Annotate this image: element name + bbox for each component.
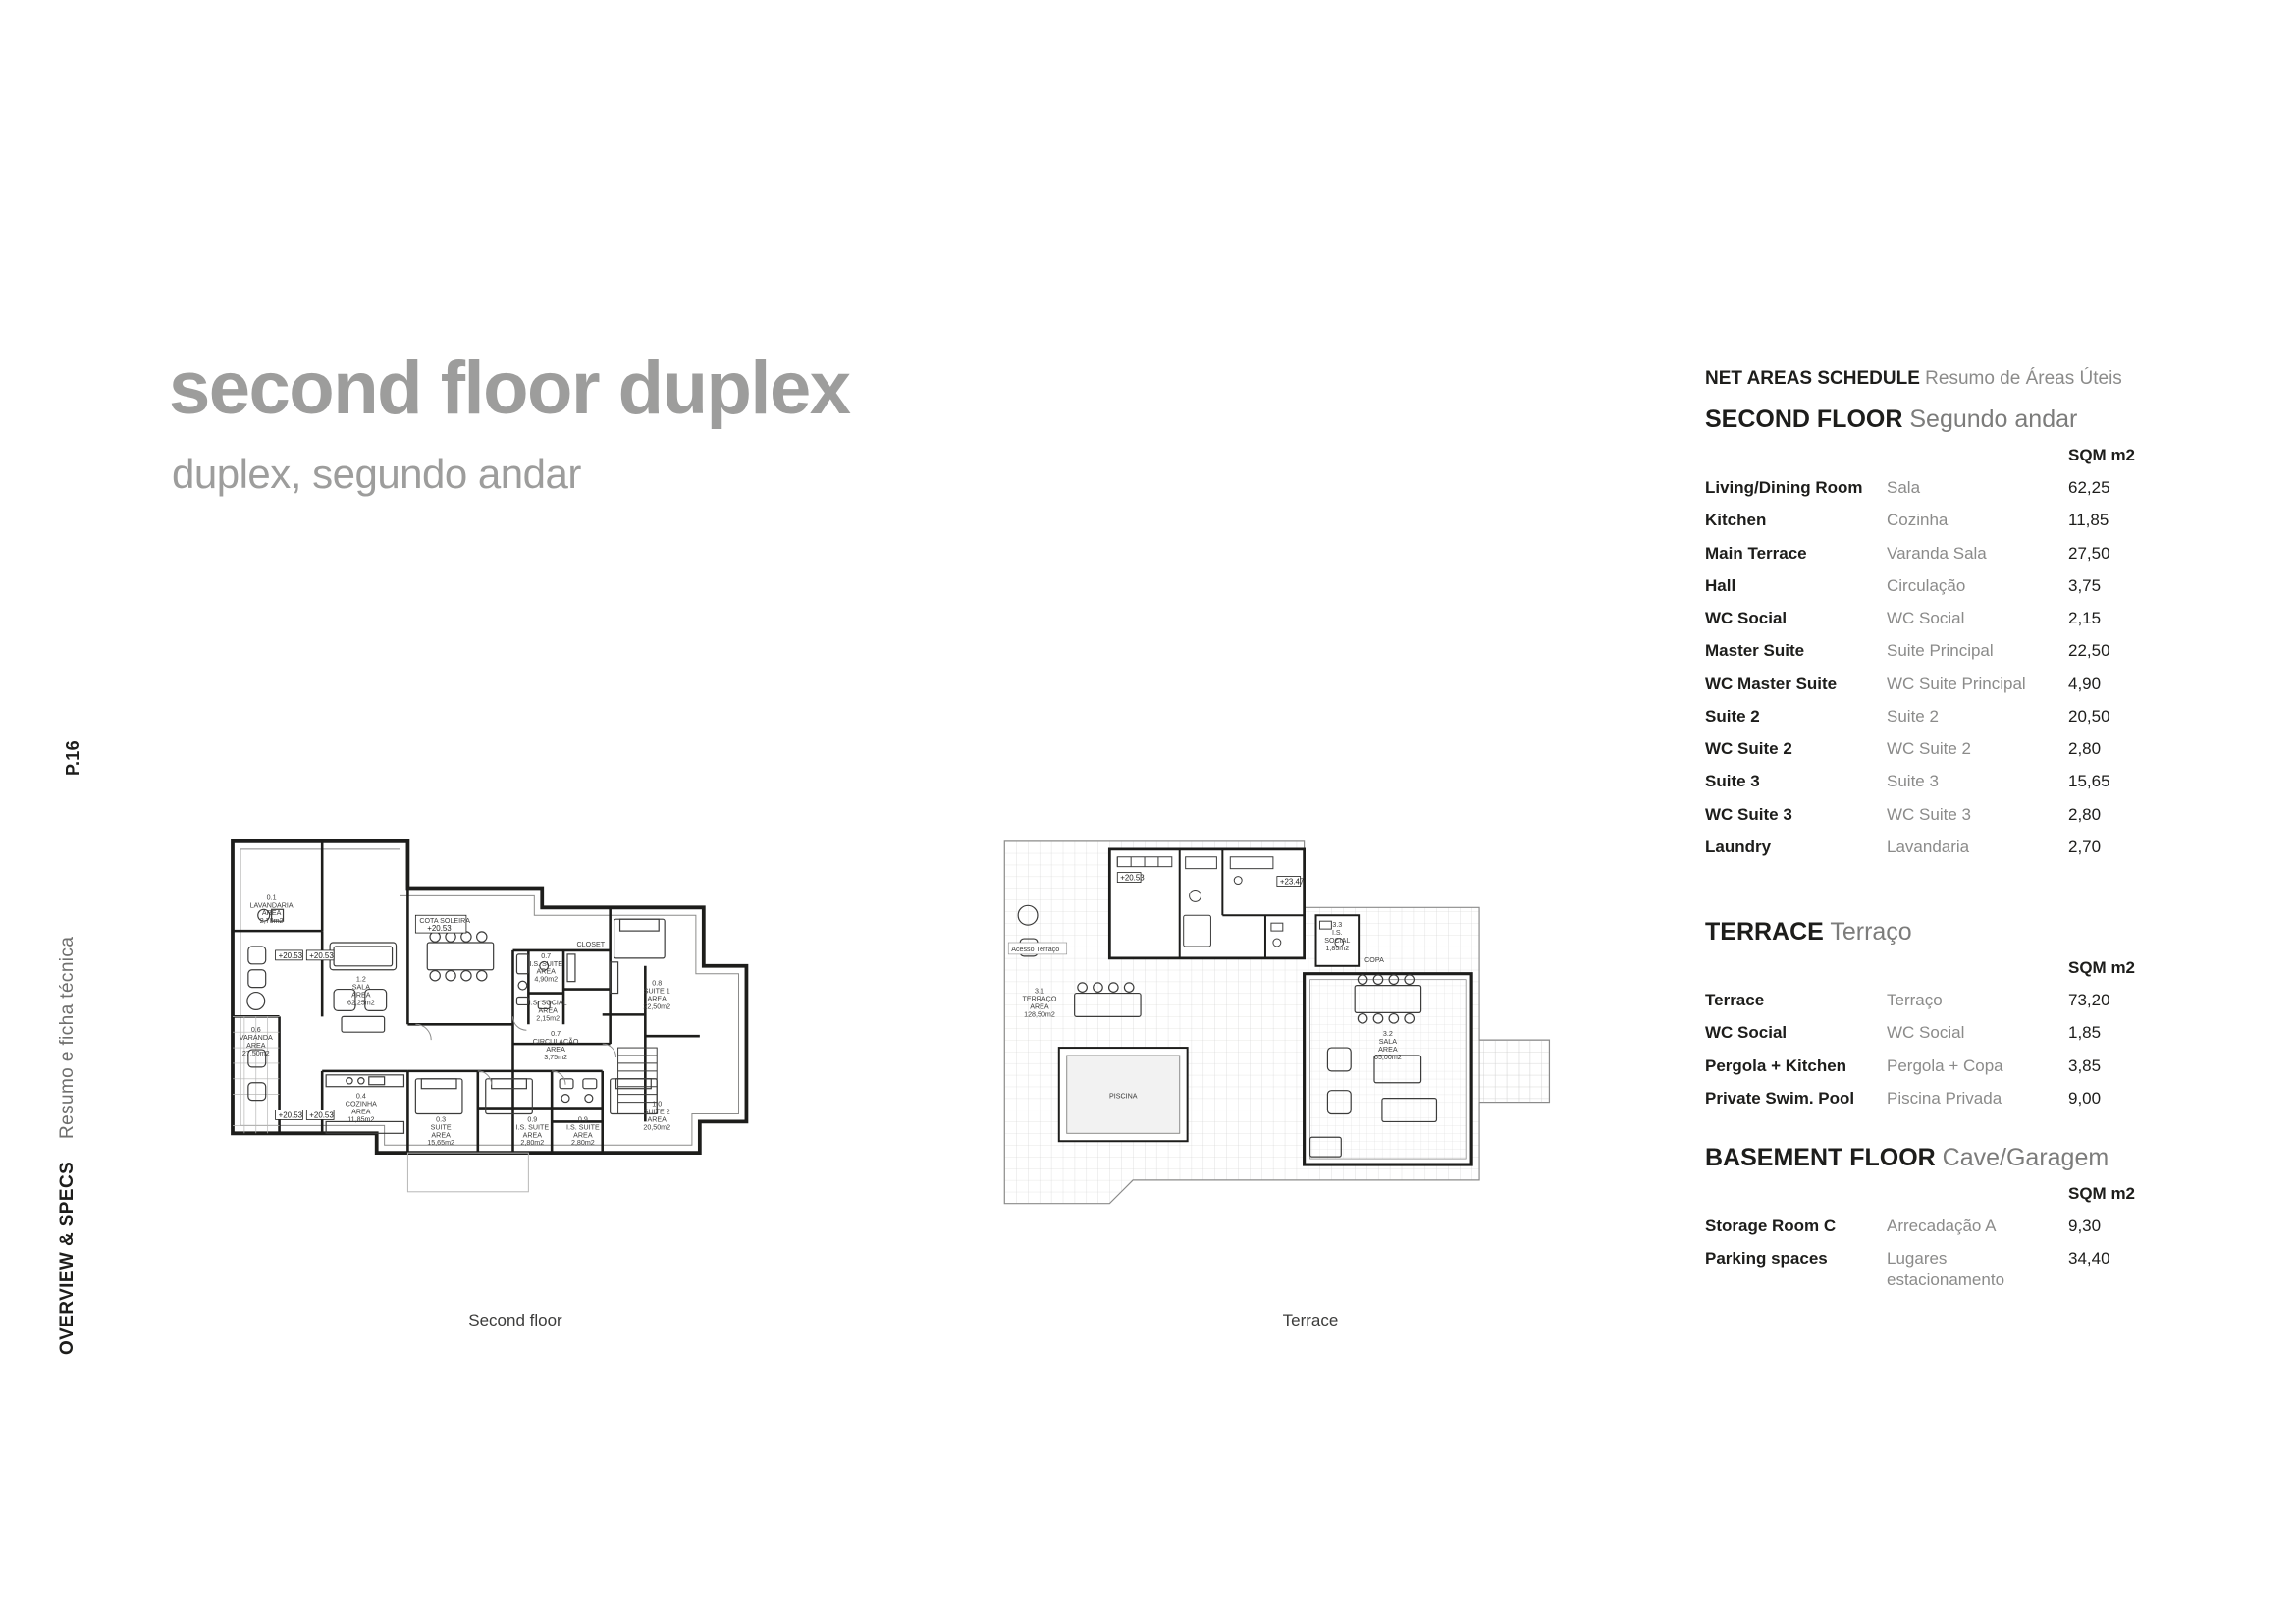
svg-text:+23.47: +23.47 <box>1279 877 1305 887</box>
svg-text:COPA: COPA <box>1364 955 1384 964</box>
row-area: 2,80 <box>2068 804 2102 824</box>
schedule-header-pt: Resumo de Áreas Úteis <box>1925 368 2122 389</box>
rail-title-overview: OVERVIEW & SPECS <box>57 1161 78 1355</box>
col-pt <box>1887 444 2068 471</box>
svg-text:AREA: AREA <box>351 991 371 1000</box>
svg-text:AREA: AREA <box>1030 1002 1049 1011</box>
svg-text:0.9: 0.9 <box>527 1115 538 1124</box>
row-label-pt: Suite 2 <box>1887 706 1939 726</box>
row-label-pt: WC Suite Principal <box>1887 674 2026 693</box>
page-subtitle: duplex, segundo andar <box>172 451 581 497</box>
svg-text:AREA: AREA <box>246 1042 266 1051</box>
svg-text:TERRAÇO: TERRAÇO <box>1022 995 1057 1003</box>
table-row <box>1705 765 2166 797</box>
row-label-pt: Varanda Sala <box>1887 543 1987 563</box>
section-title-terrace-pt: Terraço <box>1830 918 1912 946</box>
svg-text:AREA: AREA <box>1378 1046 1398 1055</box>
row-area: 62,25 <box>2068 478 2110 497</box>
section-title-terrace-en: TERRACE <box>1705 918 1824 946</box>
svg-text:CIRCULAÇÃO: CIRCULAÇÃO <box>532 1038 579 1047</box>
row-label-en: WC Social <box>1705 609 1788 627</box>
svg-text:LAVANDARIA: LAVANDARIA <box>249 901 294 910</box>
svg-text:0.7: 0.7 <box>551 1030 561 1039</box>
row-area: 11,85 <box>2068 511 2109 530</box>
row-label-en: Storage Room C <box>1705 1217 1837 1235</box>
row-label-pt: Lavandaria <box>1887 837 1970 856</box>
table-row <box>1705 1242 2166 1296</box>
svg-text:AREA: AREA <box>573 1131 593 1140</box>
table-row <box>1705 668 2166 700</box>
col-sqm: SQM m2 <box>2068 958 2136 977</box>
svg-text:2,80m2: 2,80m2 <box>520 1139 545 1148</box>
table-row <box>1705 537 2166 569</box>
svg-text:1,85m2: 1,85m2 <box>1325 944 1350 952</box>
col-sqm: SQM m2 <box>2068 1184 2136 1203</box>
schedule-header <box>1705 368 2166 390</box>
page-number: P.16 <box>63 740 82 776</box>
svg-text:SUITE: SUITE <box>430 1123 452 1132</box>
svg-text:AREA: AREA <box>538 1006 558 1015</box>
row-label-en: Laundry <box>1705 837 1772 856</box>
table-row <box>1705 1016 2166 1049</box>
rail-title-overview-pt: Resumo e ficha técnica <box>57 936 78 1139</box>
row-label-pt: Lugares estacionamento <box>1887 1249 2005 1289</box>
table-row <box>1705 504 2166 536</box>
table-row <box>1705 984 2166 1016</box>
section-title-basement <box>1705 1144 2166 1172</box>
svg-text:I.S. SUITE: I.S. SUITE <box>515 1123 550 1132</box>
svg-text:0.3: 0.3 <box>436 1115 447 1124</box>
svg-text:11,85m2: 11,85m2 <box>347 1115 375 1124</box>
svg-text:20,50m2: 20,50m2 <box>643 1123 671 1132</box>
row-label-pt: Sala <box>1887 478 1921 497</box>
svg-text:AREA: AREA <box>261 909 282 918</box>
section-title-second-floor <box>1705 406 2166 434</box>
table-row <box>1705 1050 2166 1082</box>
row-label-pt: WC Social <box>1887 1023 1965 1043</box>
table-row <box>1705 831 2166 863</box>
svg-text:AREA: AREA <box>431 1131 451 1140</box>
svg-text:22,50m2: 22,50m2 <box>643 1002 671 1011</box>
row-area: 20,50 <box>2068 706 2110 726</box>
svg-text:0.7: 0.7 <box>541 951 552 960</box>
table-row <box>1705 1082 2166 1114</box>
row-label-pt: Suite Principal <box>1887 641 1994 661</box>
table-row <box>1705 569 2166 602</box>
svg-text:I.S. SUITE: I.S. SUITE <box>566 1123 600 1132</box>
row-area: 4,90 <box>2068 674 2102 693</box>
row-label-en: WC Suite 3 <box>1705 804 1792 824</box>
svg-text:2,15m2: 2,15m2 <box>536 1014 561 1023</box>
svg-text:AREA: AREA <box>522 1131 543 1140</box>
table-row <box>1705 602 2166 634</box>
row-area: 2,70 <box>2068 837 2102 856</box>
schedule-header-en: NET AREAS SCHEDULE <box>1705 368 1920 389</box>
net-areas-schedule <box>1705 368 2166 1296</box>
section-title-second-floor-pt: Segundo andar <box>1909 406 2078 433</box>
row-label-en: WC Social <box>1705 1023 1788 1043</box>
row-area: 27,50 <box>2068 543 2110 563</box>
row-area: 2,15 <box>2068 609 2102 627</box>
svg-text:AREA: AREA <box>647 1115 667 1124</box>
row-label-en: Kitchen <box>1705 511 1767 530</box>
svg-text:AREA: AREA <box>647 995 667 1003</box>
row-label-en: Living/Dining Room <box>1705 478 1863 497</box>
row-label-pt: Suite 3 <box>1887 772 1939 791</box>
row-label-en: Main Terrace <box>1705 543 1807 563</box>
svg-text:1.2: 1.2 <box>355 975 366 984</box>
svg-text:AREA: AREA <box>546 1046 565 1055</box>
svg-text:+20.53: +20.53 <box>309 950 334 960</box>
svg-text:I.S. SUITE: I.S. SUITE <box>529 959 563 968</box>
row-label-en: Suite 2 <box>1705 706 1760 726</box>
row-label-en: Pergola + Kitchen <box>1705 1056 1847 1075</box>
table-header-row <box>1705 444 2166 471</box>
svg-text:+20.53: +20.53 <box>278 950 303 960</box>
svg-text:3.2: 3.2 <box>1382 1030 1393 1039</box>
row-label-pt: Terraço <box>1887 991 1943 1009</box>
table-header-row <box>1705 956 2166 984</box>
svg-text:+20.53: +20.53 <box>278 1110 303 1120</box>
svg-text:SALA: SALA <box>351 983 370 992</box>
row-area: 9,00 <box>2068 1088 2102 1108</box>
svg-text:Acesso Terraço: Acesso Terraço <box>1011 945 1060 953</box>
table-row <box>1705 471 2166 504</box>
svg-text:CLOSET: CLOSET <box>576 940 606 948</box>
col-en <box>1705 956 1887 984</box>
svg-text:0.6: 0.6 <box>250 1026 261 1035</box>
col-en <box>1705 444 1887 471</box>
row-area: 3,85 <box>2068 1056 2102 1075</box>
row-area: 22,50 <box>2068 641 2110 661</box>
row-label-en: Terrace <box>1705 991 1765 1009</box>
page-title: second floor duplex <box>169 347 850 430</box>
floorplan-left-caption: Second floor <box>468 1311 562 1329</box>
row-label-en: Parking spaces <box>1705 1249 1828 1269</box>
row-area: 34,40 <box>2068 1249 2110 1269</box>
svg-text:0.1: 0.1 <box>266 893 277 902</box>
svg-text:27,50m2: 27,50m2 <box>241 1050 270 1057</box>
svg-text:2,70m2: 2,70m2 <box>259 917 284 926</box>
areas-table-terrace <box>1705 956 2166 1114</box>
section-title-terrace <box>1705 918 2166 947</box>
row-label-pt: Piscina Privada <box>1887 1088 2002 1108</box>
areas-table-basement <box>1705 1182 2166 1296</box>
row-label-pt: WC Social <box>1887 609 1965 627</box>
row-label-en: Master Suite <box>1705 641 1805 661</box>
row-label-en: Private Swim. Pool <box>1705 1088 1855 1108</box>
floorplan-second-floor <box>221 830 805 1281</box>
svg-text:SOCIAL: SOCIAL <box>1324 937 1351 945</box>
row-area: 9,30 <box>2068 1217 2102 1235</box>
section-title-basement-pt: Cave/Garagem <box>1942 1144 2109 1171</box>
floorplan-right-caption: Terrace <box>1282 1311 1339 1329</box>
svg-text:62,25m2: 62,25m2 <box>347 999 375 1007</box>
svg-text:SUITE 1: SUITE 1 <box>643 987 670 996</box>
row-label-pt: Circulação <box>1887 575 1966 595</box>
svg-text:SUITE 2: SUITE 2 <box>643 1108 670 1116</box>
row-area: 1,85 <box>2068 1023 2102 1043</box>
section-title-second-floor-en: SECOND FLOOR <box>1705 406 1903 433</box>
svg-text:AREA: AREA <box>351 1108 371 1116</box>
areas-table-second-floor <box>1705 444 2166 863</box>
table-header-row <box>1705 1182 2166 1210</box>
row-area: 73,20 <box>2068 991 2110 1009</box>
row-label-en: WC Master Suite <box>1705 674 1838 693</box>
row-area: 2,80 <box>2068 739 2102 758</box>
row-label-pt: Cozinha <box>1887 511 1949 530</box>
row-label-pt: Arrecadação A <box>1887 1217 1997 1235</box>
svg-text:3,75m2: 3,75m2 <box>544 1053 568 1061</box>
svg-text:+20.53: +20.53 <box>309 1110 334 1120</box>
table-row <box>1705 700 2166 732</box>
table-row <box>1705 634 2166 667</box>
svg-text:+20.53: +20.53 <box>1120 873 1145 883</box>
row-label-en: Suite 3 <box>1705 772 1760 791</box>
floorplan-terrace <box>991 830 1644 1281</box>
row-label-pt: Pergola + Copa <box>1887 1056 2003 1075</box>
row-label-pt: WC Suite 2 <box>1887 739 1971 758</box>
svg-text:0.9: 0.9 <box>577 1115 588 1124</box>
svg-text:0.4: 0.4 <box>355 1092 366 1101</box>
svg-text:128,50m2: 128,50m2 <box>1024 1010 1055 1019</box>
svg-text:PISCINA: PISCINA <box>1108 1092 1138 1101</box>
svg-text:2,80m2: 2,80m2 <box>570 1139 595 1148</box>
svg-text:AREA: AREA <box>536 967 556 976</box>
col-pt <box>1887 956 2068 984</box>
col-sqm: SQM m2 <box>2068 446 2136 464</box>
svg-text:COTA SOLEIRA: COTA SOLEIRA <box>419 917 471 926</box>
svg-text:3.3: 3.3 <box>1332 921 1343 930</box>
svg-text:SALA: SALA <box>1378 1038 1397 1047</box>
svg-text:VARANDA: VARANDA <box>239 1034 273 1043</box>
svg-text:I.S. SOCIAL: I.S. SOCIAL <box>528 999 567 1007</box>
section-title-basement-en: BASEMENT FLOOR <box>1705 1144 1936 1171</box>
col-pt <box>1887 1182 2068 1210</box>
svg-text:65,00m2: 65,00m2 <box>1374 1053 1402 1061</box>
svg-text:COZINHA: COZINHA <box>345 1100 377 1109</box>
table-row <box>1705 798 2166 831</box>
table-row <box>1705 1210 2166 1242</box>
svg-text:15,65m2: 15,65m2 <box>427 1139 455 1148</box>
table-row <box>1705 732 2166 765</box>
row-label-pt: WC Suite 3 <box>1887 804 1971 824</box>
svg-text:4,90m2: 4,90m2 <box>534 975 559 984</box>
col-en <box>1705 1182 1887 1210</box>
svg-text:I.S.: I.S. <box>1331 929 1343 938</box>
section-rail <box>57 766 96 1453</box>
row-label-en: WC Suite 2 <box>1705 739 1792 758</box>
row-label-en: Hall <box>1705 575 1736 595</box>
svg-text:1.0: 1.0 <box>652 1100 663 1109</box>
row-area: 3,75 <box>2068 575 2102 595</box>
svg-text:+20.53: +20.53 <box>427 924 452 934</box>
svg-text:0.8: 0.8 <box>652 979 663 988</box>
row-area: 15,65 <box>2068 772 2110 791</box>
svg-text:3.1: 3.1 <box>1035 987 1044 996</box>
